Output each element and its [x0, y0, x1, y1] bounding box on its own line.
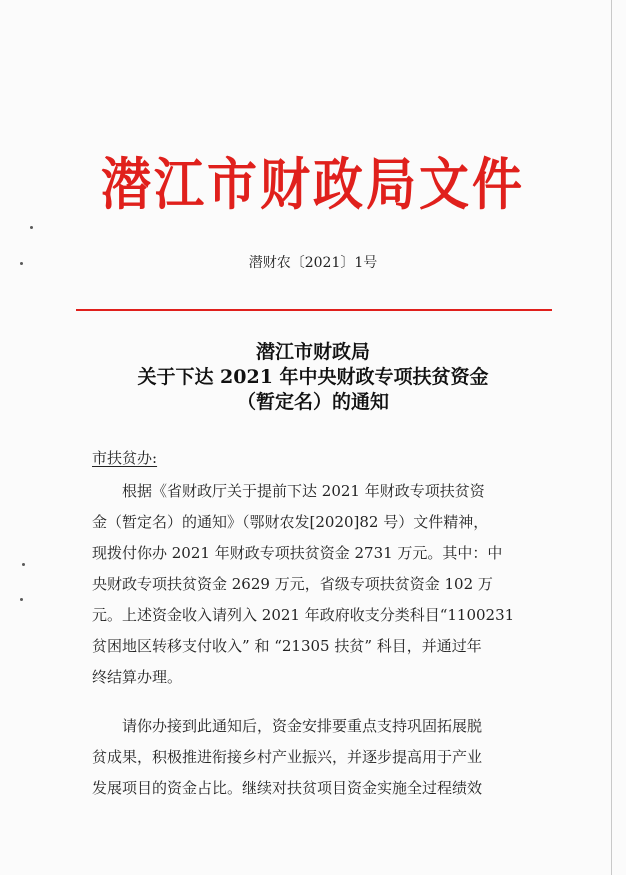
body-line: 贫成果，积极推进衔接乡村产业振兴，并逐步提高用于产业: [92, 748, 483, 766]
scan-speck: [30, 226, 33, 229]
body-paragraph-2: [92, 711, 544, 804]
notice-title-line: 潜江市财政局: [255, 341, 370, 363]
body-line: 根据《省财政厅关于提前下达 2021 年财政专项扶贫资: [122, 482, 485, 500]
header-separator-rule: [76, 309, 552, 311]
notice-title-line: 关于下达 2021 年中央财政专项扶贫资金: [137, 366, 489, 388]
body-line: 请你办接到此通知后，资金安排要重点支持巩固拓展脱: [122, 717, 483, 735]
body-line: 金（暂定名）的通知》（鄂财农发[2020]82 号）文件精神，: [92, 513, 489, 531]
body-line: 发展项目的资金占比。继续对扶贫项目资金实施全过程绩效: [92, 779, 483, 797]
body-line: 终结算办理。: [92, 668, 183, 686]
body-paragraph-1: [92, 476, 544, 693]
scan-speck: [22, 563, 25, 566]
notice-title-line: （暂定名）的通知: [236, 391, 389, 413]
body-line: 元。上述资金收入请列入 2021 年政府收支分类科目“1100231: [92, 606, 515, 624]
body-line: 贫困地区转移支付收入” 和 “21305 扶贫” 科目，并通过年: [92, 637, 482, 655]
document-header-title: 潜江市财政局文件: [101, 151, 525, 218]
document-number: 潜财农〔2021〕1号: [248, 255, 378, 271]
notice-title: [0, 340, 626, 415]
addressee: 市扶贫办:: [92, 449, 158, 467]
body-line: 央财政专项扶贫资金 2629 万元，省级专项扶贫资金 102 万: [92, 575, 493, 593]
scan-speck: [20, 598, 23, 601]
body-line: 现拨付你办 2021 年财政专项扶贫资金 2731 万元。其中：中: [92, 544, 503, 562]
scan-edge-line: [611, 0, 612, 875]
